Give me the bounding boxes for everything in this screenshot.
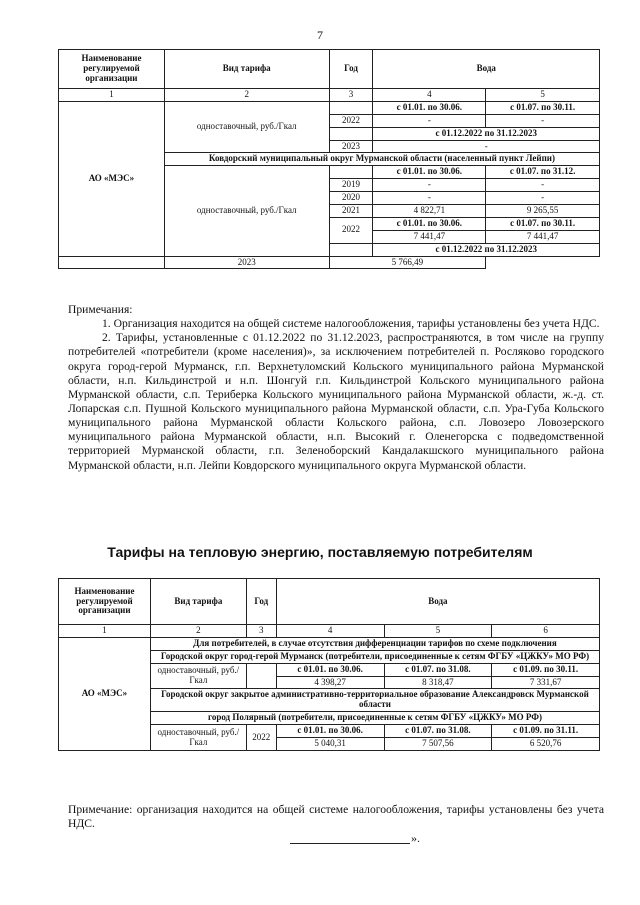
year-cell: 2022: [329, 114, 373, 127]
period-label: с 01.01. по 30.06.: [373, 166, 486, 179]
colnum: 1: [59, 89, 165, 102]
period-label: с 01.09. по 31.11.: [492, 725, 600, 738]
period-label: с 01.01. по 30.06.: [276, 725, 384, 738]
value-cell: 6 520,76: [492, 738, 600, 751]
value-cell: 5 766,49: [329, 256, 486, 269]
note-1: 1. Организация находится на общей системе налогообложения, тарифы установлены без учета НДС.: [102, 317, 600, 331]
colnum: 2: [150, 625, 246, 638]
closing-quote: ».: [411, 831, 420, 845]
year-cell: 2023: [329, 140, 373, 153]
header-org: Наименование регулируемой организации: [59, 579, 151, 625]
year-cell: 2019: [329, 179, 373, 192]
section-heading: Тарифы на тепловую энергию, поставляемую потребителям: [107, 544, 533, 560]
period-label: с 01.12.2022 по 31.12.2023: [373, 243, 600, 256]
year-cell: [246, 663, 276, 689]
year-cell: 2020: [329, 192, 373, 205]
notes-title: Примечания:: [68, 303, 133, 316]
table-header-row: [59, 50, 600, 89]
value-cell: 4 398,27: [276, 676, 384, 689]
year-cell: [329, 127, 373, 140]
colnum: 3: [329, 89, 373, 102]
colnum: 4: [373, 89, 486, 102]
tariff-type: одноставочный, руб./Гкал: [164, 101, 329, 153]
value-cell: -: [486, 192, 600, 205]
table-header-row: [59, 579, 600, 625]
column-number-row: [59, 625, 600, 638]
year-cell: [329, 101, 373, 114]
section-title: Ковдорский муниципальный округ Мурманской области (населенный пункт Лейпи): [164, 153, 599, 166]
page-number: 7: [317, 28, 323, 42]
tariff-type: одноставочный, руб./Гкал: [150, 725, 246, 751]
header-tariff: Вид тарифа: [150, 579, 246, 625]
colnum: 5: [384, 625, 492, 638]
value-cell: -: [373, 140, 600, 153]
tariff-cell: [59, 256, 165, 269]
org-name: АО «МЭС»: [59, 101, 165, 256]
value-cell: 9 265,55: [486, 205, 600, 218]
colnum: 1: [59, 625, 151, 638]
value-cell: -: [486, 179, 600, 192]
period-label: с 01.07. по 31.12.: [486, 166, 600, 179]
value-cell: -: [486, 114, 600, 127]
signature-line: [290, 833, 410, 844]
colnum: 4: [276, 625, 384, 638]
colnum: 3: [246, 625, 276, 638]
section-title: Городской округ закрытое административно-территориальное образование Александровск Мурманской области: [150, 689, 599, 712]
period-label: с 01.01. по 30.06.: [276, 663, 384, 676]
year-cell: 2022: [329, 217, 373, 243]
section-title: Городской округ город-герой Мурманск (потребители, присоединенные к сетям ФГБУ «ЦЖКУ» МО РФ): [150, 650, 599, 663]
colnum: 5: [486, 89, 600, 102]
value-cell: 4 822,71: [373, 205, 486, 218]
value-cell: -: [373, 192, 486, 205]
colnum: 2: [164, 89, 329, 102]
header-water: Вода: [373, 50, 600, 89]
year-cell: 2022: [246, 725, 276, 751]
value-cell: 7 507,56: [384, 738, 492, 751]
value-cell: -: [373, 179, 486, 192]
header-year: Год: [329, 50, 373, 89]
note-footer: [68, 803, 604, 831]
notes-section: [68, 303, 604, 473]
table-row: [59, 256, 600, 269]
value-cell: -: [373, 114, 486, 127]
period-label: с 01.07. по 30.11.: [486, 217, 600, 230]
tariff-type: одноставочный, руб./Гкал: [150, 663, 246, 689]
value-cell: 7 331,67: [492, 676, 600, 689]
value-cell: 5 040,31: [276, 738, 384, 751]
tariff-type: одноставочный, руб./Гкал: [164, 166, 329, 256]
period-label: с 01.09. по 30.11.: [492, 663, 600, 676]
org-name: АО «МЭС»: [59, 637, 151, 750]
year-cell: [329, 243, 373, 256]
note-text: Примечание: организация находится на общей системе налогообложения, тарифы установлены без учета НДС.: [68, 803, 604, 831]
section-row: [59, 637, 600, 650]
period-label: с 01.12.2022 по 31.12.2023: [373, 127, 600, 140]
water-tariff-table-1: [58, 49, 600, 269]
period-label: с 01.01. по 30.06.: [373, 217, 486, 230]
table-row: [59, 101, 600, 114]
period-label: с 01.01. по 30.06.: [373, 101, 486, 114]
header-tariff: Вид тарифа: [164, 50, 329, 89]
period-label: с 01.07. по 31.08.: [384, 663, 492, 676]
header-water: Вода: [276, 579, 599, 625]
value-cell: 7 441,47: [373, 230, 486, 243]
note-2: 2. Тарифы, установленные с 01.12.2022 по 31.12.2023, распространяются, в том числе на группу потребителей «потребители (кроме населения)», за исключением потребителей п. Росляково городского округа город-герой Мурманск, г.п. Верхнетуломский Кольского муниципального района Мурманской области, н.п. Кильдинстрой и н.п. Шонгуй г.п. Кильдинстрой Кольского муниципального района Мурманской области, с.п. Териберка Кольского муниципального района Мурманской области, ж.-д. ст. Лопарская с.п. Пушной Кольского муниципального района Мурманской области, с.п. Ура-Губа Кольского муниципального района Мурманской области Кольского района, с.п. Ловозеро Ловозерского муниципального района Мурманской области, н.п. Высокий г. Оленегорска с подведомственной территорией Мурманской области, г.п. Зеленоборский Кандалакшского муниципального района Мурманской области, н.п. Лейпи Ковдорского муниципального округа Мурманской области.: [68, 331, 604, 472]
section-title: город Полярный (потребители, присоединенные к сетям ФГБУ «ЦЖКУ» МО РФ): [150, 712, 599, 725]
year-cell: 2021: [329, 205, 373, 218]
period-label: с 01.07. по 30.11.: [486, 101, 600, 114]
section-title: Для потребителей, в случае отсутствия дифференциации тарифов по схеме подключения: [150, 637, 599, 650]
value-cell: 7 441,47: [486, 230, 600, 243]
year-cell: [329, 166, 373, 179]
header-year: Год: [246, 579, 276, 625]
value-cell: 8 318,47: [384, 676, 492, 689]
year-cell: 2023: [164, 256, 329, 269]
heat-tariff-table: [58, 578, 600, 751]
colnum: 6: [492, 625, 600, 638]
header-org: Наименование регулируемой организации: [59, 50, 165, 89]
column-number-row: [59, 89, 600, 102]
period-label: с 01.07. по 31.08.: [384, 725, 492, 738]
